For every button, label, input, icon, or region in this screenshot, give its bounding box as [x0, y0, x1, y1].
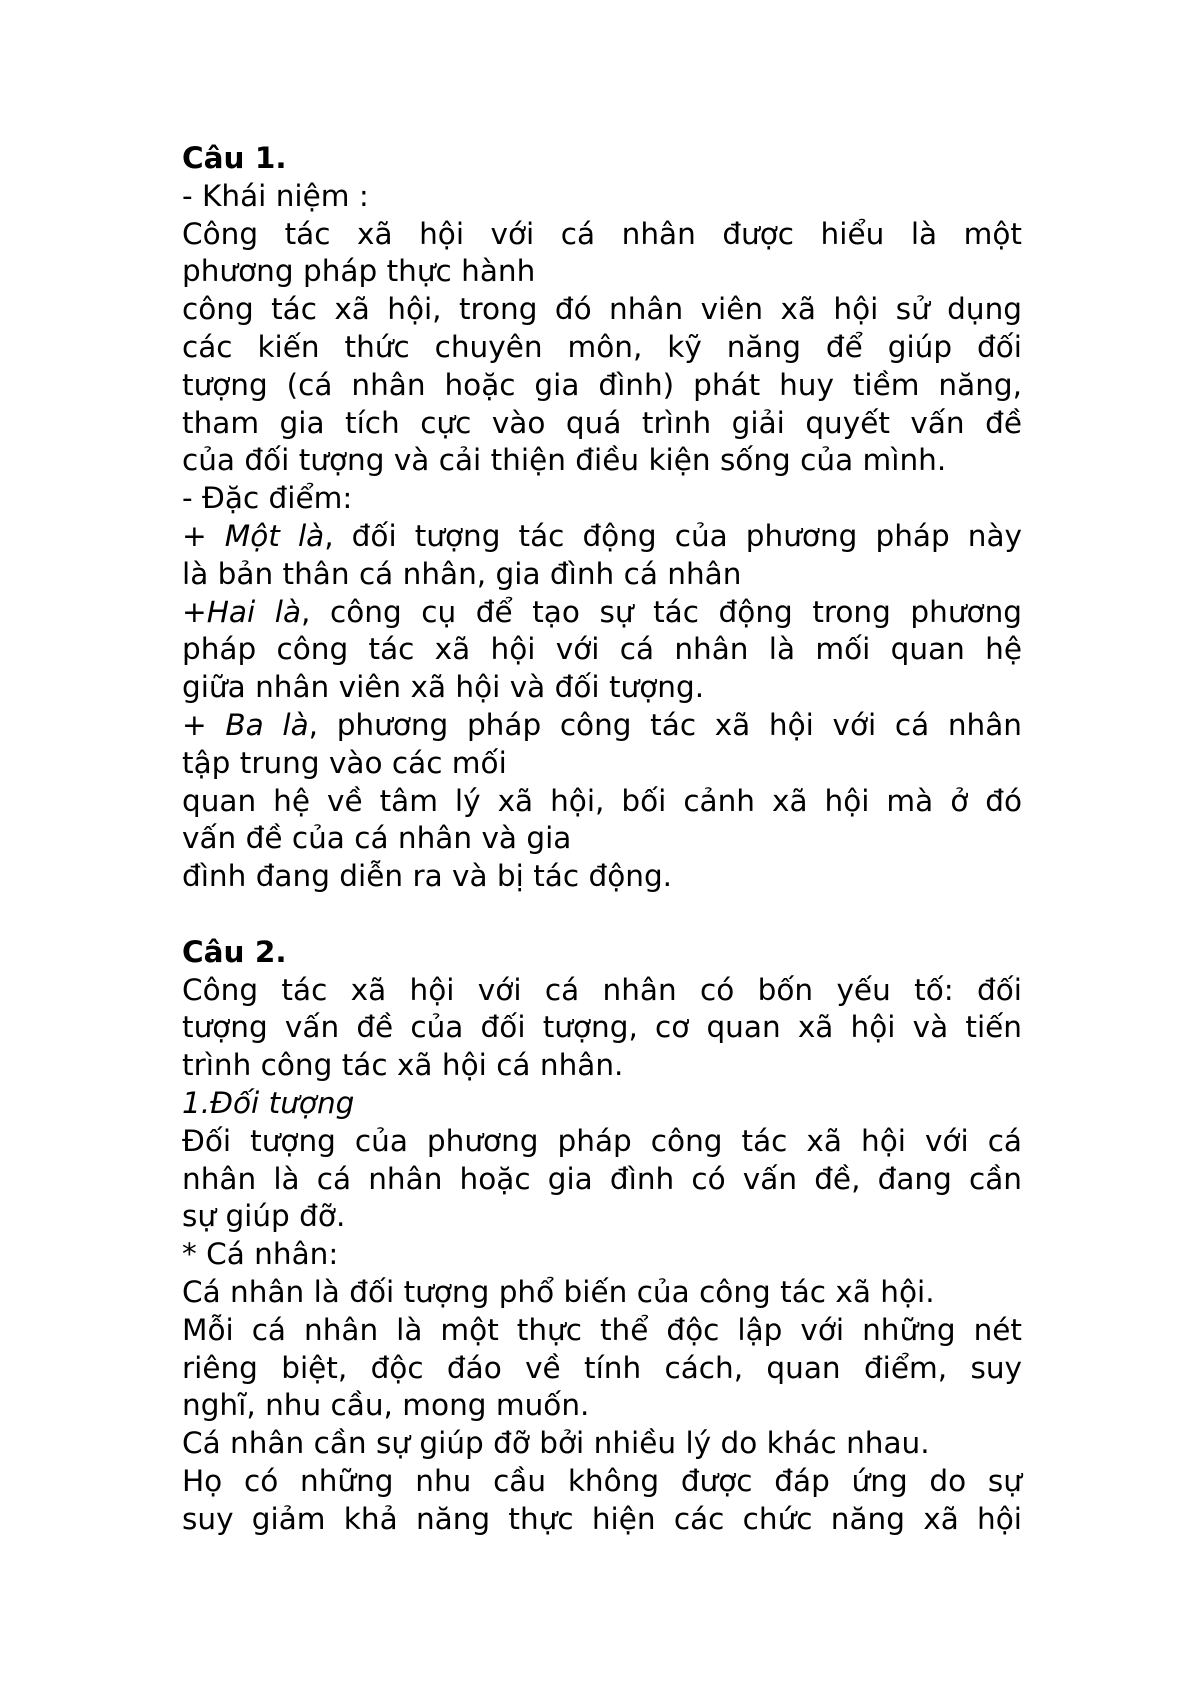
point-two-text: , công cụ để tạo sự tác động trong phương: [301, 594, 1022, 629]
dac-diem-label: - Đặc điểm:: [182, 481, 353, 516]
point-three-line: [182, 707, 1022, 745]
subheading-doi-tuong: [182, 1085, 1022, 1123]
intro-line: tượng vấn đề của đối tượng, cơ quan xã hội và tiến: [182, 1010, 1022, 1045]
definition-line: tham gia tích cực vào quá trình giải quyết vấn đề: [182, 405, 1022, 440]
intro-line: trình công tác xã hội cá nhân.: [182, 1048, 624, 1083]
khai-niem-label: - Khái niệm :: [182, 178, 369, 213]
point-three-text: , phương pháp công tác xã hội với cá nhân: [308, 707, 1022, 742]
definition-line: tượng (cá nhân hoặc gia đình) phát huy tiềm năng,: [182, 367, 1022, 402]
definition-line: của đối tượng và cải thiện điều kiện sống của mình.: [182, 443, 947, 478]
bullet-prefix: +: [182, 518, 225, 553]
ca-nhan-label: * Cá nhân:: [182, 1237, 339, 1272]
ca-nhan-line: Họ có những nhu cầu không được đáp ứng do sự: [182, 1463, 1022, 1498]
point-three-line-4: vấn đề của cá nhân và gia: [182, 821, 572, 856]
point-two-lead: Hai là: [206, 594, 302, 629]
doi-tuong-line: Đối tượng của phương pháp công tác xã hội với cá: [182, 1123, 1022, 1158]
subheading-text: 1.Đối tượng: [182, 1085, 355, 1120]
doi-tuong-line: sự giúp đỡ.: [182, 1199, 346, 1234]
ca-nhan-line: Mỗi cá nhân là một thực thể độc lập với những nét: [182, 1312, 1022, 1347]
bullet-prefix: +: [182, 594, 207, 629]
point-three-line-2: tập trung vào các mối: [182, 745, 507, 780]
definition-line: các kiến thức chuyên môn, kỹ năng để giúp đối: [182, 329, 1022, 364]
paragraph-spacer: [182, 896, 1022, 934]
definition-line: phương pháp thực hành: [182, 254, 536, 289]
definition-line: công tác xã hội, trong đó nhân viên xã hội sử dụng: [182, 292, 1022, 327]
ca-nhan-line: Cá nhân là đối tượng phổ biến của công tác xã hội.: [182, 1274, 935, 1309]
point-three-line-5: đình đang diễn ra và bị tác động.: [182, 859, 673, 894]
point-two-line: [182, 594, 1022, 632]
ca-nhan-line: nghĩ, nhu cầu, mong muốn.: [182, 1388, 590, 1423]
point-one-line-2: là bản thân cá nhân, gia đình cá nhân: [182, 556, 742, 591]
ca-nhan-line: suy giảm khả năng thực hiện các chức năng xã hội: [182, 1501, 1022, 1536]
document-page: [182, 140, 1022, 1538]
section-heading-cau-1: Câu 1.: [182, 141, 287, 175]
doi-tuong-line: nhân là cá nhân hoặc gia đình có vấn đề, đang cần: [182, 1161, 1022, 1196]
point-one-text: , đối tượng tác động của phương pháp này: [324, 518, 1022, 553]
section-heading-cau-2: Câu 2.: [182, 934, 287, 969]
ca-nhan-line: riêng biệt, độc đáo về tính cách, quan điểm, suy: [182, 1350, 1022, 1385]
ca-nhan-line: Cá nhân cần sự giúp đỡ bởi nhiều lý do khác nhau.: [182, 1426, 930, 1461]
definition-line: Công tác xã hội với cá nhân được hiểu là một: [182, 216, 1022, 251]
point-one-line: [182, 518, 1022, 556]
point-two-line-2: pháp công tác xã hội với cá nhân là mối quan hệ: [182, 632, 1022, 667]
point-one-lead: Một là: [224, 518, 325, 553]
point-three-line-3: quan hệ về tâm lý xã hội, bối cảnh xã hội mà ở đó: [182, 783, 1022, 818]
point-three-lead: Ba là: [225, 707, 309, 742]
bullet-prefix: +: [182, 707, 226, 742]
intro-line: Công tác xã hội với cá nhân có bốn yếu tố: đối: [182, 972, 1022, 1007]
point-two-line-3: giữa nhân viên xã hội và đối tượng.: [182, 670, 705, 705]
